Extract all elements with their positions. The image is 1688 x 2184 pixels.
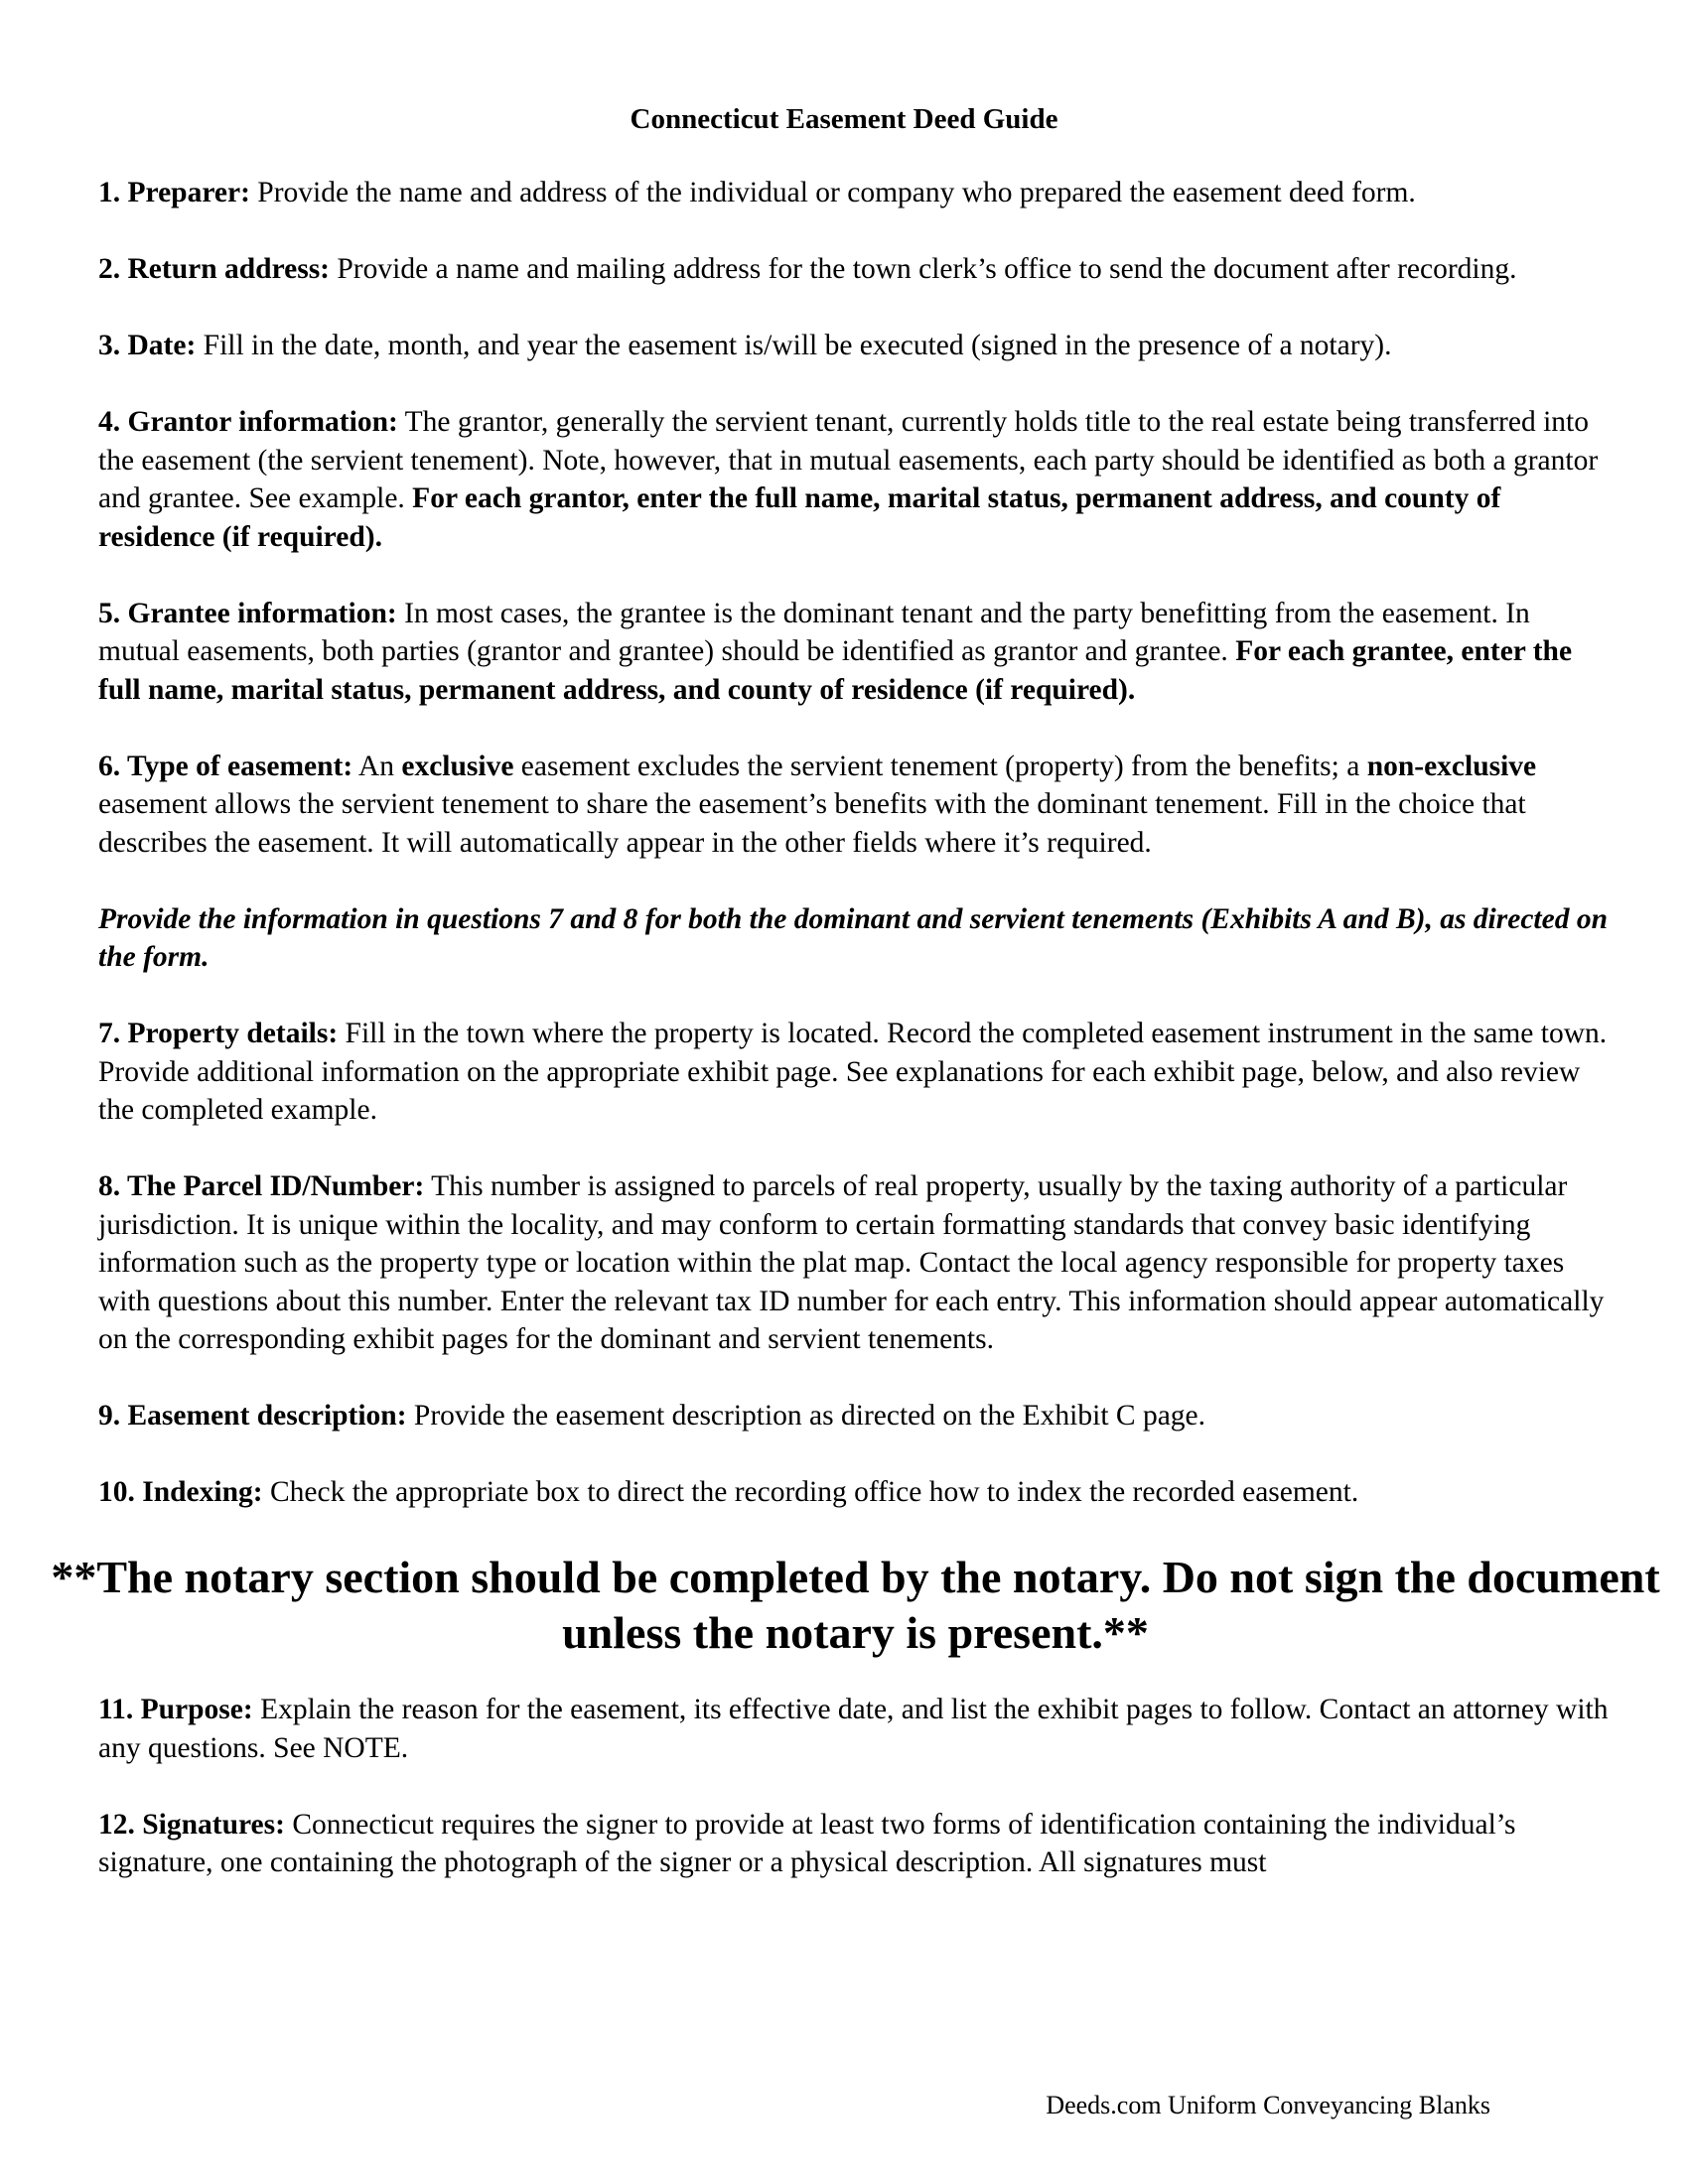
item-number: 6. (98, 750, 121, 782)
item-text: Connecticut requires the signer to provide at least two forms of identification containing the individual’s signature, one containing the photograph of the signer or a physical description. All signatures must (98, 1808, 1516, 1878)
item-purpose (98, 1691, 1613, 1767)
item-number: 7. (98, 1018, 121, 1049)
guide-body (51, 174, 1660, 1920)
item-label: Easement description: (127, 1400, 407, 1432)
tenements-note: Provide the information in questions 7 and 8 for both the dominant and servient tenements (Exhibits A and B), as directed on the form. (98, 902, 1608, 973)
item-text: easement excludes the servient tenement (property) from the benefits; a (513, 750, 1367, 782)
item-grantor-information (98, 403, 1613, 556)
item-number: 4. (98, 406, 121, 438)
item-text: easement allows the servient tenement to share the easement’s benefits with the dominant tenement. Fill in the choice that describes the easement. It will automatically appear in the other fields where it’s required. (98, 788, 1526, 859)
item-parcel-id (98, 1167, 1613, 1359)
item-text: Provide the name and address of the individual or company who prepared the easement deed form. (249, 177, 1416, 208)
item-number: 8. (98, 1170, 121, 1202)
item-signatures (98, 1806, 1613, 1882)
item-number: 2. (98, 253, 121, 285)
item-text: Check the appropriate box to direct the recording office how to index the recorded easement. (262, 1476, 1359, 1508)
item-number: 9. (98, 1400, 121, 1432)
item-preparer (98, 174, 1613, 212)
item-number: 10. (98, 1476, 135, 1508)
item-text: Fill in the date, month, and year the easement is/will be executed (signed in the presence of a notary). (196, 330, 1392, 361)
item-label: Indexing: (142, 1476, 263, 1508)
item-label: Grantee information: (127, 597, 397, 629)
item-date (98, 327, 1613, 365)
item-label: Date: (127, 330, 197, 361)
item-grantee-information (98, 595, 1613, 710)
item-easement-description (98, 1397, 1613, 1435)
page-footer: Deeds.com Uniform Conveyancing Blanks (1046, 2091, 1490, 2119)
item-label: Purpose: (140, 1694, 253, 1725)
item-label: Signatures: (142, 1808, 285, 1841)
item-indexing (98, 1473, 1613, 1512)
item-label: Type of easement: (126, 750, 353, 782)
item-text: In most cases, the grantee is the dominant tenant and the party benefitting from the easement. In mutual easements, both parties (grantor and grantee) should be identified as grantor and grantee. (98, 597, 1530, 667)
item-text: The grantor, generally the servient tenant, currently holds title to the real estate being transferred into the easement (the servient tenement). Note, however, that in mutual easements, each party should be identified as both a grantor and grantee. See example. (98, 406, 1599, 514)
item-text: This number is assigned to parcels of real property, usually by the taxing authority of a particular jurisdiction. It is unique within the locality, and may conform to certain formatting standards that convey basic identifying information such as the property type or location within the plat map. Contact the local agency responsible for property taxes with questions about this number. Enter the relevant tax ID number for each entry. This information should appear automatically on the corresponding exhibit pages for the dominant and servient tenements. (98, 1170, 1605, 1355)
document-title: Connecticut Easement Deed Guide (630, 103, 1058, 135)
item-text: Fill in the town where the property is located. Record the completed easement instrument in the same town. Provide additional information on the appropriate exhibit page. See explanations for each exhibit page, below, and also review the completed example. (98, 1018, 1608, 1126)
item-text: Explain the reason for the easement, its effective date, and list the exhibit pages to follow. Contact an attorney with any questions. See NOTE. (98, 1694, 1609, 1764)
item-number: 11. (98, 1694, 134, 1725)
item-number: 12. (98, 1808, 135, 1841)
item-label: Preparer: (127, 177, 250, 208)
item-label: Return address: (127, 253, 331, 285)
item-return-address (98, 250, 1613, 289)
item-type-of-easement (98, 748, 1613, 863)
item-number: 3. (98, 330, 121, 361)
item-text: Provide the easement description as directed on the Exhibit C page. (406, 1400, 1206, 1432)
item-label: Property details: (127, 1018, 339, 1049)
item-property-details (98, 1015, 1613, 1130)
item-text: Provide a name and mailing address for the town clerk’s office to send the document after recording. (330, 253, 1517, 285)
term-non-exclusive: non-exclusive (1366, 750, 1537, 782)
item-label: Grantor information: (127, 406, 398, 438)
item-number: 5. (98, 597, 121, 629)
notary-notice: **The notary section should be completed by the notary. Do not sign the document unless the notary is present.** (51, 1552, 1660, 1658)
item-label: The Parcel ID/Number: (126, 1170, 425, 1202)
item-number: 1. (98, 177, 121, 208)
item-bold-instruction: For each grantee, enter the full name, marital status, permanent address, and county of residence (if required). (98, 635, 1573, 706)
item-text: An (352, 750, 402, 782)
term-exclusive: exclusive (401, 750, 514, 782)
item-bold-instruction: For each grantor, enter the full name, marital status, permanent address, and county of residence (if required). (98, 482, 1501, 553)
